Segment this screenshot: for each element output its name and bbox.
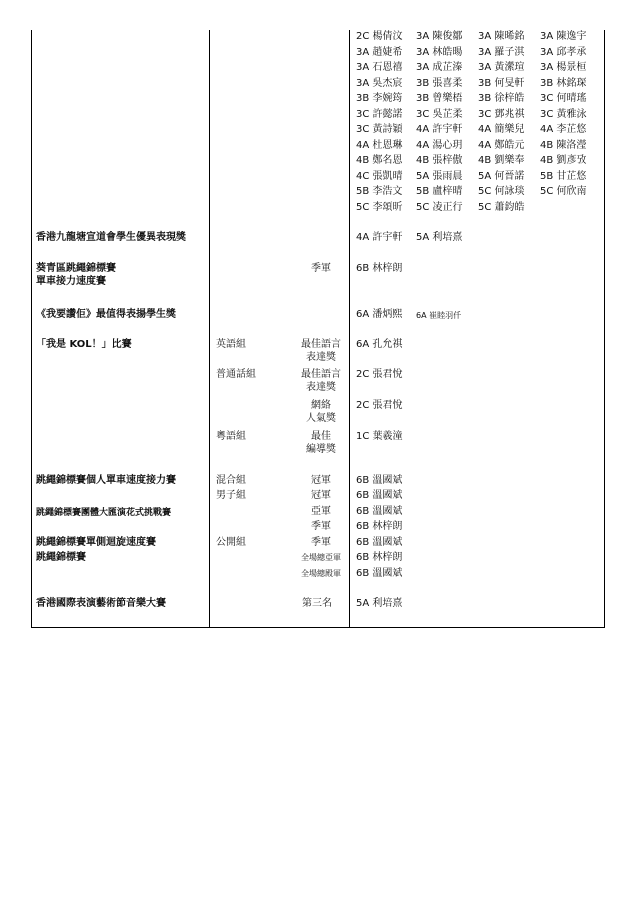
student-name: 6B 溫國斌 — [356, 506, 403, 517]
student-name: 3A 石恩禧 — [356, 62, 403, 73]
award-result: 網絡 — [311, 400, 331, 411]
award-title: 《我要讚佢》最值得表揚學生獎 — [36, 309, 176, 320]
award-result: 最佳 — [311, 431, 331, 442]
student-name: 5B 李浩文 — [356, 186, 403, 197]
student-name: 3B 李婉筠 — [356, 93, 403, 104]
student-name: 3C 鄧兆祺 — [478, 108, 525, 120]
student-name: 6B 林梓朗 — [356, 521, 403, 532]
student-name: 4A 鄭皓元 — [478, 139, 525, 151]
award-result: 冠軍 — [311, 475, 331, 486]
student-name: 3B 林銘琛 — [540, 77, 587, 89]
student-name: 5C 何欣南 — [540, 186, 587, 197]
student-name: 4B 劉樂奉 — [478, 155, 525, 166]
student-name: 3A 黃瀠瑄 — [478, 62, 525, 73]
student-name: 3A 成芷溱 — [416, 62, 463, 73]
student-name: 5C 凌正行 — [416, 201, 463, 213]
award-title: 跳繩錦標賽團體大匯演花式挑戰賽 — [36, 508, 172, 518]
award-result: 最佳語言 — [301, 369, 341, 380]
student-name: 5A 張雨晨 — [416, 170, 463, 182]
student-name: 3B 何旻軒 — [478, 77, 525, 89]
student-name: 4B 陳洛瀅 — [540, 139, 587, 151]
award-result: 全場總殿軍 — [301, 569, 341, 578]
award-result: 冠軍 — [311, 490, 331, 501]
student-name: 2C 楊倩汶 — [356, 31, 403, 42]
award-title: 單車接力速度賽 — [36, 276, 106, 287]
student-name: 3A 吳杰宸 — [356, 77, 403, 89]
award-result: 亞軍 — [311, 506, 331, 517]
student-name: 3B 曾樂梧 — [416, 93, 463, 104]
student-name: 5C 蕭鈞皓 — [478, 201, 525, 213]
student-name: 3C 黃雅泳 — [540, 108, 587, 120]
student-name: 2C 張君悅 — [356, 400, 403, 411]
student-name: 3A 楊景桓 — [540, 62, 587, 73]
award-result: 表達獎 — [306, 382, 336, 393]
award-group: 混合組 — [216, 475, 246, 486]
student-name: 4B 鄭名恩 — [356, 155, 403, 166]
student-name: 5A 利培熹 — [416, 232, 463, 243]
award-result: 全場總亞軍 — [301, 553, 341, 562]
student-name: 3C 許懿諾 — [356, 108, 403, 120]
award-result: 表達獎 — [306, 352, 336, 363]
column-divider-2 — [349, 30, 350, 628]
student-name: 5B 盧梓晴 — [416, 186, 463, 197]
student-name: 3C 黃詩穎 — [356, 124, 403, 135]
student-name: 2C 張君悅 — [356, 369, 403, 380]
student-name: 4A 李芷悠 — [540, 124, 587, 135]
award-title: 跳繩錦標賽 — [36, 552, 86, 563]
award-group: 公開組 — [216, 537, 246, 548]
award-result: 季軍 — [311, 521, 331, 532]
student-name: 4A 許宇軒 — [416, 124, 463, 135]
student-name: 6B 溫國斌 — [356, 568, 403, 579]
student-name: 3A 陳晞銘 — [478, 31, 525, 42]
student-name: 5C 李頌昕 — [356, 201, 403, 213]
award-result: 編導獎 — [306, 444, 336, 455]
student-name: 5A 何晉諾 — [478, 170, 525, 182]
student-name: 3A 羅子淇 — [478, 46, 525, 58]
award-group: 粵語組 — [216, 431, 246, 442]
student-name: 5A 利培熹 — [356, 598, 403, 609]
award-title: 跳繩錦標賽單側迴旋速度賽 — [36, 537, 156, 548]
award-title: 葵青區跳繩錦標賽 — [36, 263, 116, 274]
student-name: 4A 杜恩琳 — [356, 139, 403, 151]
student-name: 4B 張梓傲 — [416, 155, 463, 166]
student-name: 5C 何詠琰 — [478, 186, 525, 197]
student-name: 4B 劉彥攷 — [540, 155, 587, 166]
student-name: 6B 林梓朗 — [356, 552, 403, 563]
student-name: 3C 吳芷柔 — [416, 108, 463, 120]
award-title: 跳繩錦標賽個人單車速度接力賽 — [36, 475, 176, 486]
award-group: 英語組 — [216, 339, 246, 350]
student-name: 3A 陳逸宇 — [540, 31, 587, 42]
student-name: 6B 溫國斌 — [356, 537, 403, 548]
student-name: 4A 簡樂兒 — [478, 124, 525, 135]
award-result: 人氣獎 — [306, 413, 336, 424]
column-divider-1 — [209, 30, 210, 628]
student-name: 3A 邱孝承 — [540, 46, 587, 58]
award-result: 最佳語言 — [301, 339, 341, 350]
student-name: 3A 林皓暘 — [416, 46, 463, 58]
student-name: 3B 徐梓皓 — [478, 93, 525, 104]
student-name: 6A 崔睦羽仟 — [416, 311, 462, 320]
award-result: 季軍 — [311, 537, 331, 548]
student-name: 6B 林梓朗 — [356, 263, 403, 274]
student-name: 3C 何晴瑤 — [540, 93, 587, 104]
student-name: 6B 溫國斌 — [356, 490, 403, 501]
student-name: 6A 潘炳熙 — [356, 309, 403, 320]
award-result: 季軍 — [311, 263, 331, 274]
award-group: 普通話組 — [216, 369, 256, 380]
student-name: 4A 湯心玥 — [416, 139, 463, 151]
student-name: 6A 孔允祺 — [356, 339, 403, 350]
student-name: 1C 葉羲潼 — [356, 431, 403, 442]
award-result: 第三名 — [302, 598, 332, 609]
student-name: 4A 許宇軒 — [356, 232, 403, 243]
student-name: 3B 張喜柔 — [416, 77, 463, 89]
award-title: 「我是 KOL！」比賽 — [36, 339, 132, 350]
award-title: 香港九龍塘宣道會學生優異表現獎 — [36, 232, 186, 243]
student-name: 5B 甘芷悠 — [540, 170, 587, 182]
student-name: 6B 溫國斌 — [356, 475, 403, 486]
award-title: 香港國際表演藝術節音樂大賽 — [36, 598, 166, 609]
student-name: 3A 陳俊鄒 — [416, 31, 463, 42]
student-name: 3A 趙婕希 — [356, 46, 403, 58]
award-group: 男子組 — [216, 490, 246, 501]
student-name: 4C 張凱晴 — [356, 170, 403, 182]
